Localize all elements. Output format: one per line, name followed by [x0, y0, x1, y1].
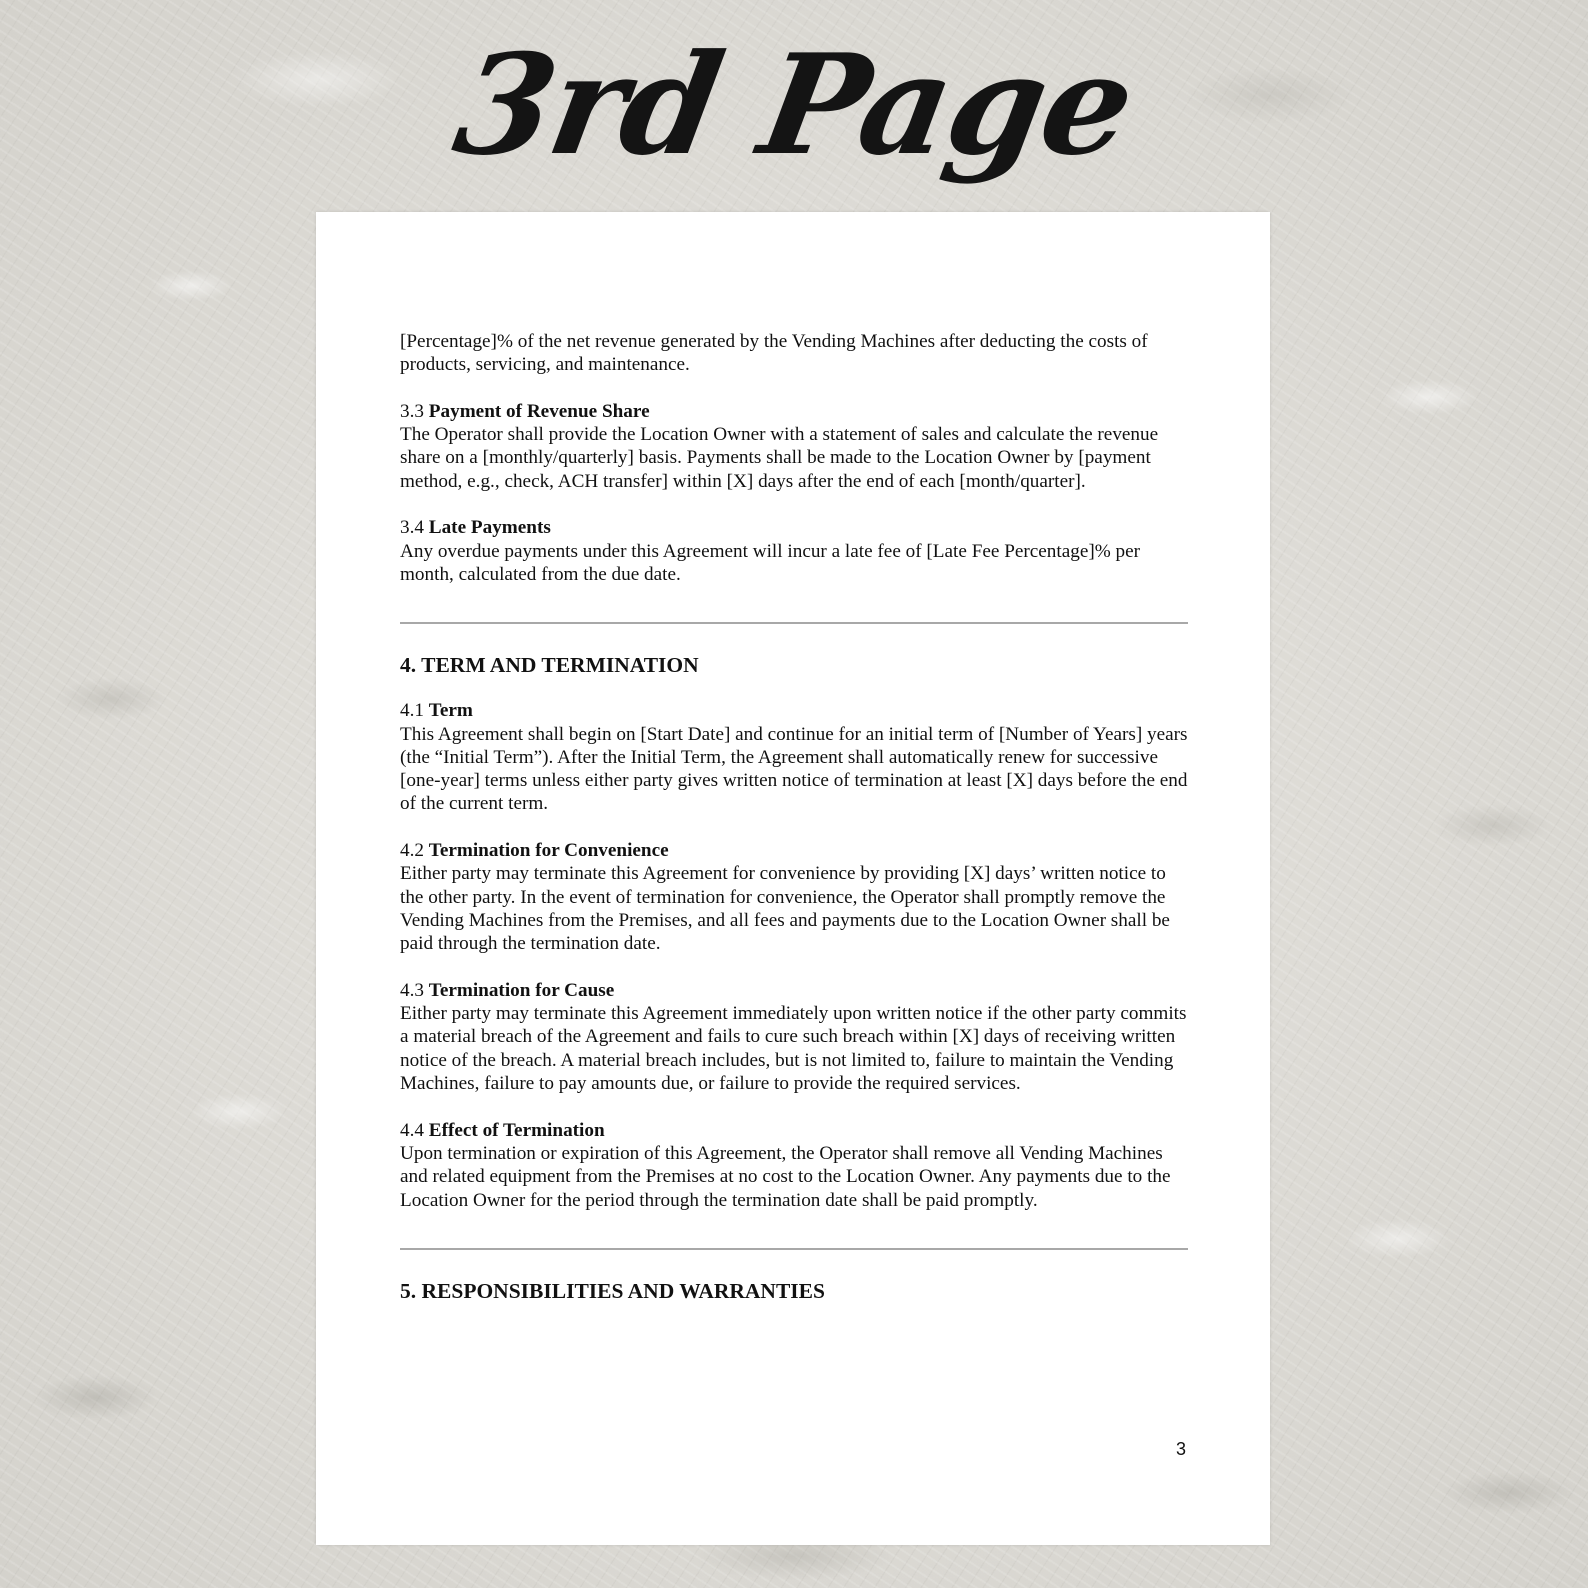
document-content: [400, 330, 1192, 1325]
clause-4-2-body: Either party may terminate this Agreement for convenience by providing [X] days’ written notice to the other party. In the event of termination for convenience, the Operator shall promptly remove the Vending Machines from the Premises, and all fees and payments due to the Location Owner shall be paid through the termination date.: [400, 863, 1170, 955]
clause-number: 3.4: [400, 517, 424, 539]
section-divider: [400, 622, 1188, 624]
clause-title: Termination for Cause: [428, 979, 615, 1001]
banner-title: 3rd Page: [444, 23, 1144, 186]
clause-3-3-heading: [400, 400, 1192, 423]
document-page: [316, 212, 1270, 1545]
section-4-title: 4. TERM AND TERMINATION: [400, 653, 699, 678]
clause-number: 4.2: [400, 840, 424, 862]
page-number: 3: [1176, 1439, 1187, 1459]
clause-title: Effect of Termination: [428, 1119, 605, 1141]
clause-4-4-heading: [400, 1119, 1192, 1142]
section-divider: [400, 1248, 1188, 1250]
intro-paragraph: [Percentage]% of the net revenue generated by the Vending Machines after deducting the costs of products, servicing, and maintenance.: [400, 331, 1148, 376]
clause-4-3-heading: [400, 979, 1192, 1002]
clause-number: 4.1: [400, 700, 424, 722]
clause-4-4-body: Upon termination or expiration of this Agreement, the Operator shall remove all Vending Machines and related equipment from the Premises at no cost to the Location Owner. Any payments due to the Location Owner for the period through the termination date shall be paid promptly.: [400, 1142, 1171, 1211]
clause-3-4-body: Any overdue payments under this Agreement will incur a late fee of [Late Fee Percentage]% per month, calculated from the due date.: [400, 540, 1141, 585]
clause-3-4-heading: [400, 516, 1192, 539]
clause-4-2-heading: [400, 839, 1192, 862]
clause-3-3-body: The Operator shall provide the Location Owner with a statement of sales and calculate the revenue share on a [monthly/quarterly] basis. Payments shall be made to the Location Owner by [payment method, e.g., check, ACH transfer] within [X] days after the end of each [month/quarter].: [400, 424, 1159, 492]
clause-title: Payment of Revenue Share: [428, 400, 650, 422]
clause-4-1-body: This Agreement shall begin on [Start Date] and continue for an initial term of [Number of Years] years (the “Initial Term”). After the Initial Term, the Agreement shall automatically renew for successive [one-year] terms unless either party gives written notice of termination at least [X] days before the end of the current term.: [400, 723, 1188, 815]
clause-title: Term: [428, 700, 473, 722]
clause-number: 3.3: [400, 400, 424, 422]
clause-title: Termination for Convenience: [428, 840, 669, 862]
clause-number: 4.4: [400, 1119, 424, 1141]
section-5-title: 5. RESPONSIBILITIES AND WARRANTIES: [400, 1278, 825, 1303]
clause-4-3-body: Either party may terminate this Agreement immediately upon written notice if the other party commits a material breach of the Agreement and fails to cure such breach within [X] days of receiving written notice of the breach. A material breach includes, but is not limited to, failure to maintain the Vending Machines, failure to pay amounts due, or failure to provide the required services.: [400, 1003, 1187, 1095]
clause-number: 4.3: [400, 979, 424, 1001]
clause-title: Late Payments: [428, 517, 551, 539]
clause-4-1-heading: [400, 699, 1192, 722]
